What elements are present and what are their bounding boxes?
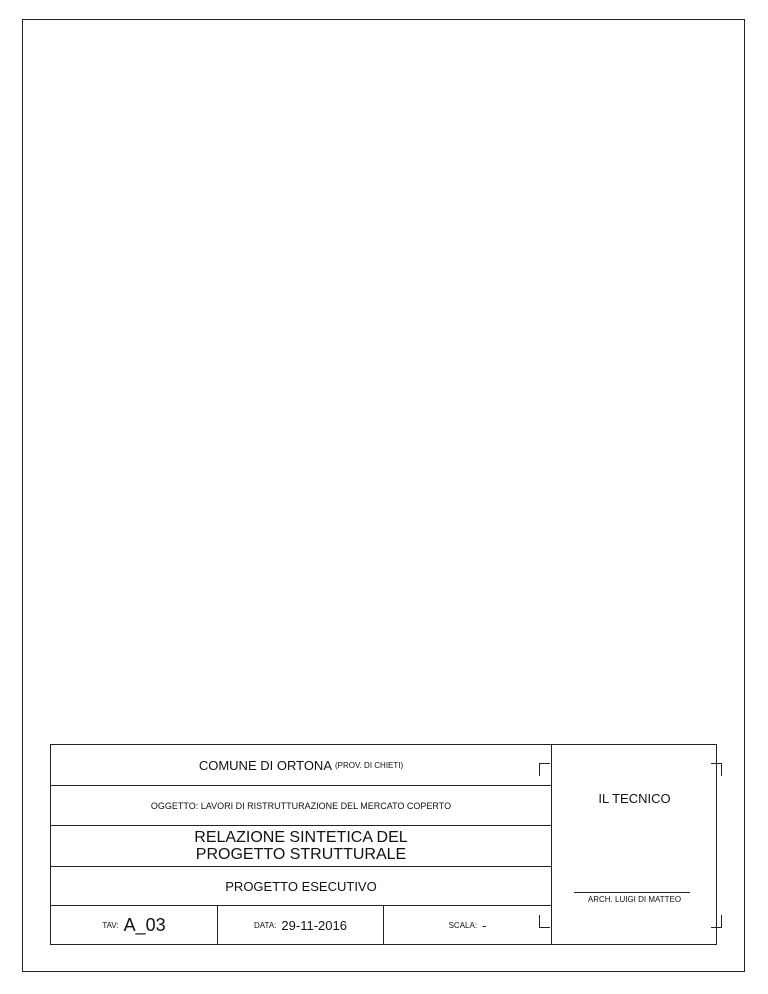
tav-value: A_03 — [123, 914, 166, 935]
data-cell — [218, 906, 384, 944]
corner-mark-top-right — [711, 763, 722, 776]
corner-mark-bottom-left — [539, 915, 550, 928]
title-block-left — [51, 745, 551, 944]
corner-mark-bottom-right — [711, 915, 722, 928]
info-row — [51, 906, 551, 944]
tav-cell — [51, 906, 218, 944]
scala-cell — [384, 906, 551, 944]
tecnico-heading: IL TECNICO — [598, 791, 671, 806]
scala-value: - — [482, 917, 487, 933]
data-value: 29-11-2016 — [281, 917, 347, 933]
data-label: DATA: — [254, 920, 277, 930]
tecnico-box — [551, 745, 716, 944]
titolo-row — [51, 826, 551, 867]
tecnico-name: ARCH. LUIGI DI MATTEO — [587, 895, 682, 904]
comune-row — [51, 745, 551, 786]
tav-label: TAV: — [102, 920, 119, 930]
oggetto-text: OGGETTO: LAVORI DI RISTRUTTURAZIONE DEL MERCATO COPERTO — [150, 800, 452, 811]
titolo-line-1: RELAZIONE SINTETICA DEL — [194, 829, 408, 846]
provincia: (PROV. DI CHIETI) — [335, 760, 404, 770]
fase-row — [51, 867, 551, 906]
scala-label: SCALA: — [448, 920, 478, 930]
titolo-line-2: PROGETTO STRUTTURALE — [195, 846, 407, 863]
fase-text: PROGETTO ESECUTIVO — [225, 878, 377, 894]
corner-mark-top-left — [539, 763, 550, 776]
title-block — [50, 744, 717, 945]
signature-line — [574, 892, 690, 893]
comune-name: COMUNE DI ORTONA — [198, 757, 332, 773]
oggetto-row — [51, 786, 551, 826]
